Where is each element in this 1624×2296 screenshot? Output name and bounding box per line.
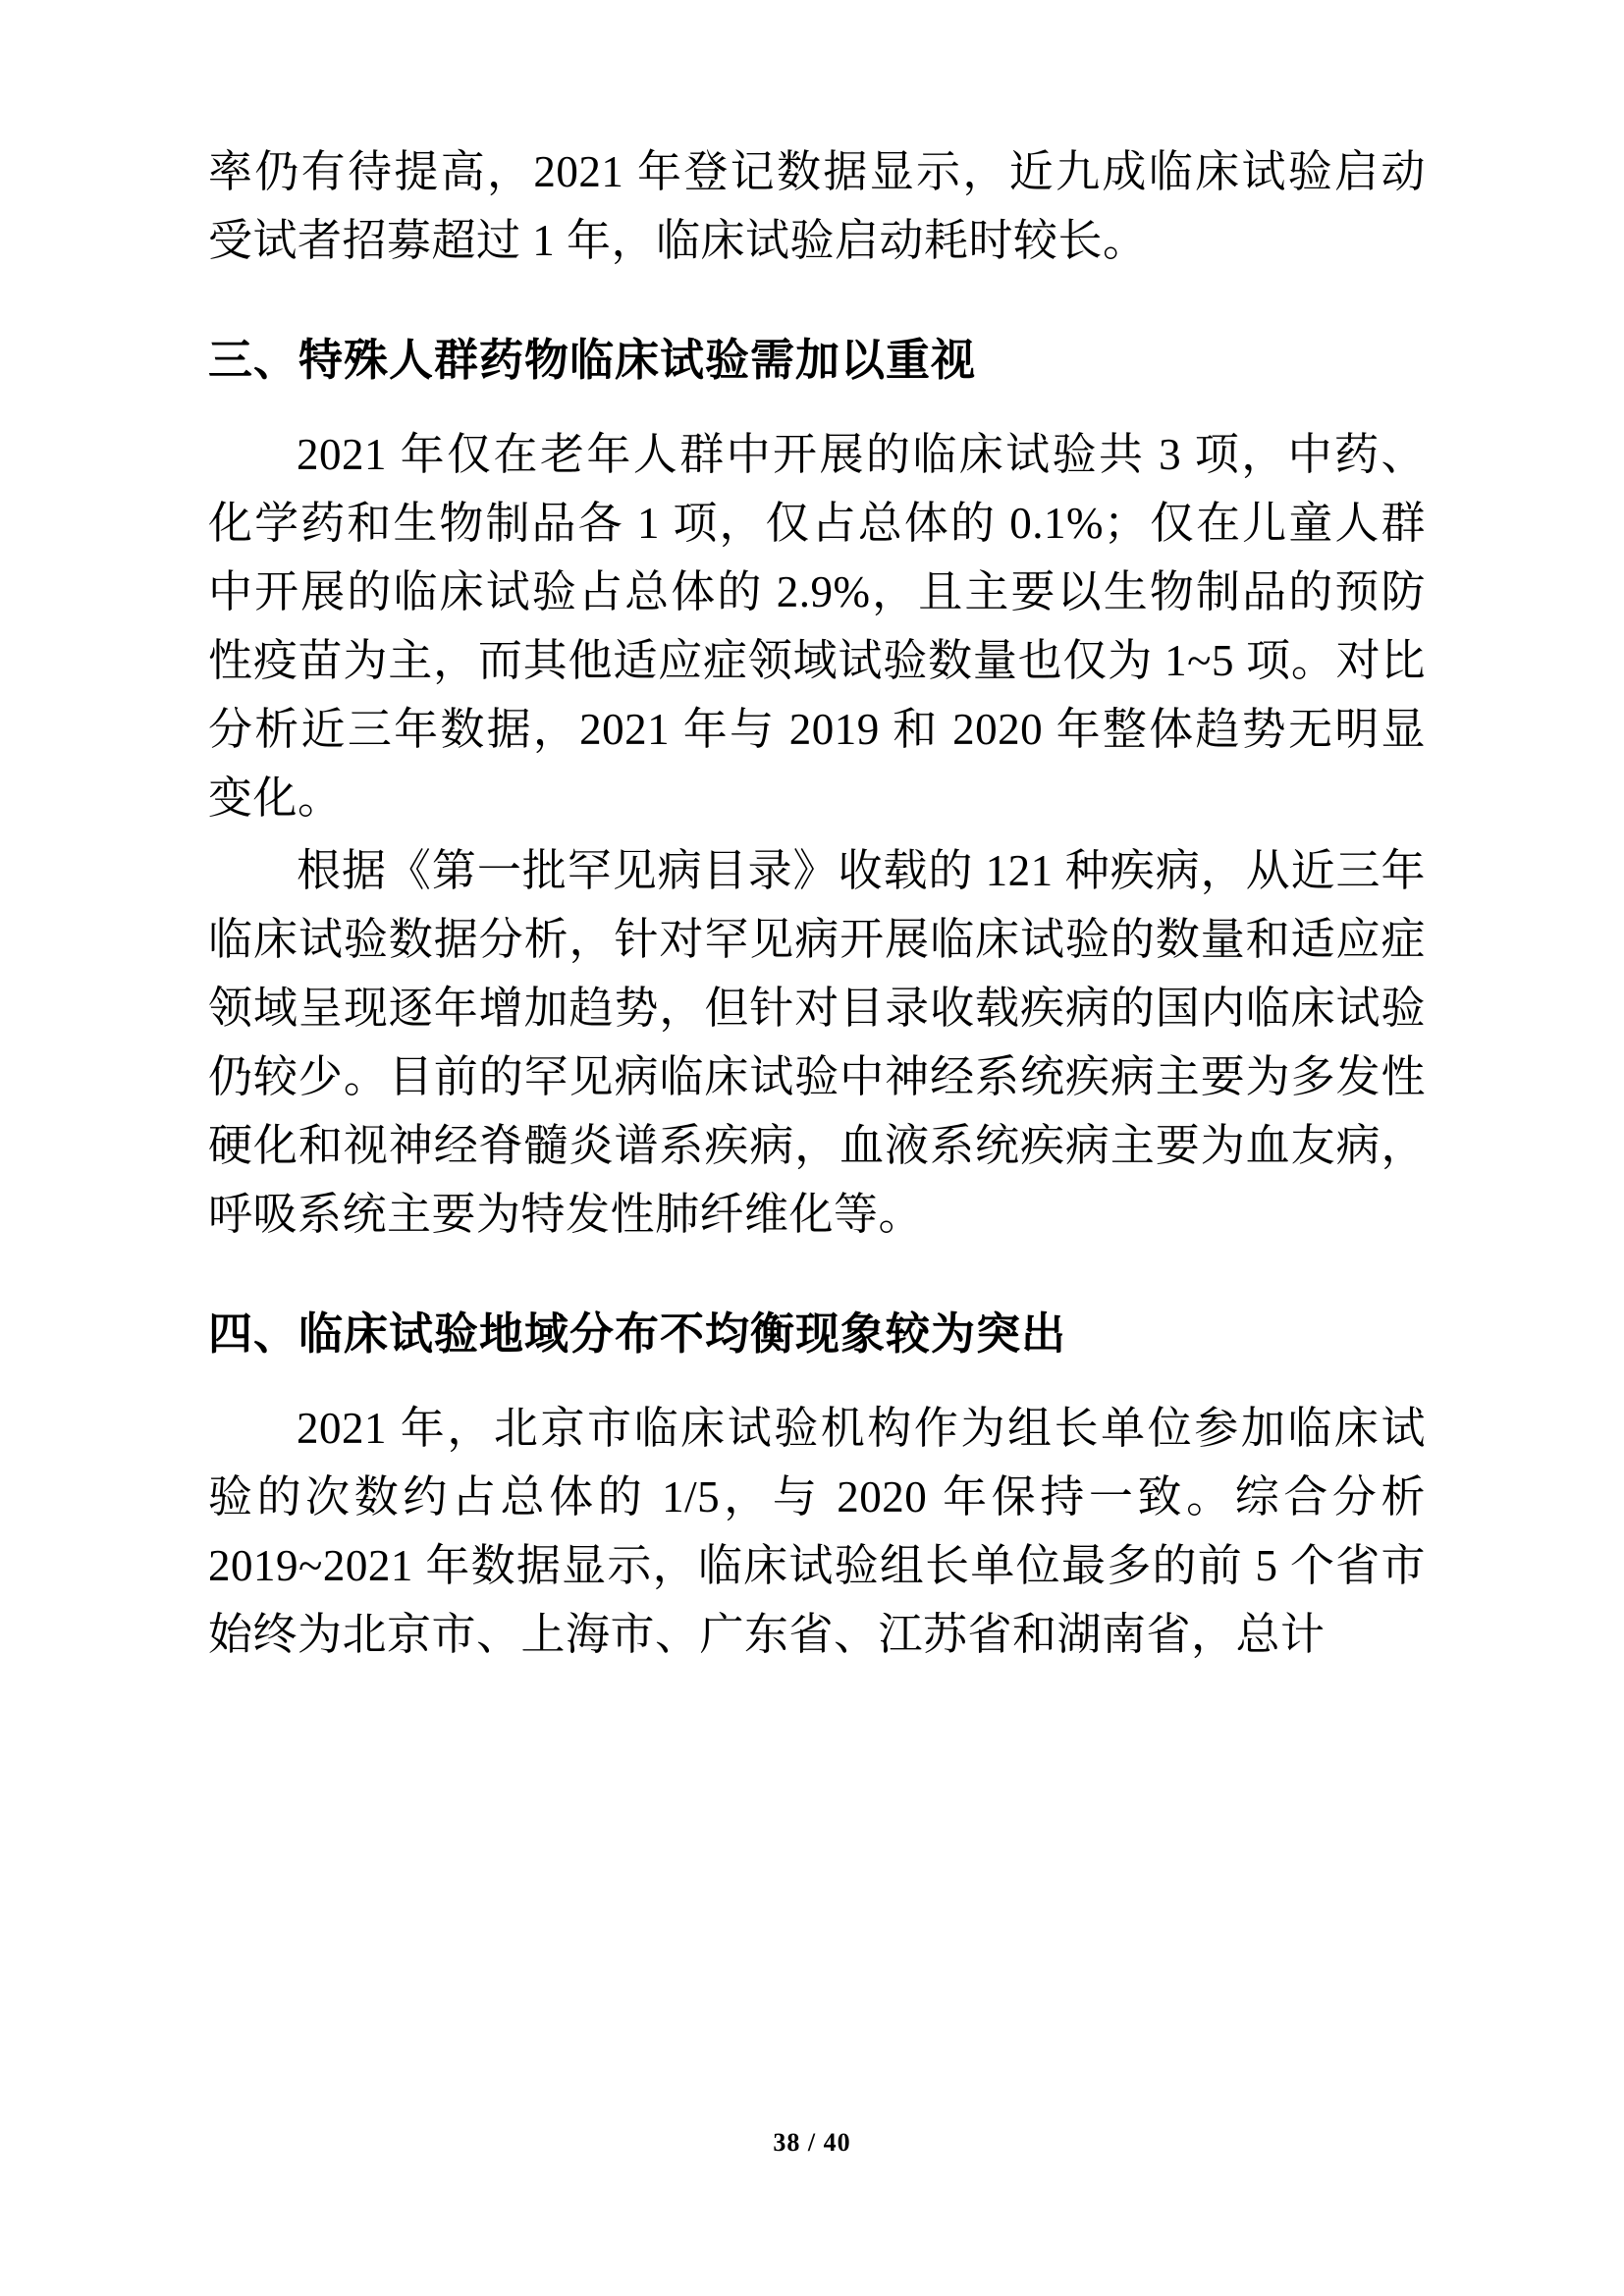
section-heading-three: 三、特殊人群药物临床试验需加以重视 bbox=[208, 335, 977, 385]
spacer bbox=[208, 1253, 1426, 1270]
spacer bbox=[208, 279, 1426, 296]
page-number-footer: 38 / 40 bbox=[773, 2128, 851, 2157]
section-heading-four: 四、临床试验地域分布不均衡现象较为突出 bbox=[208, 1308, 1067, 1359]
paragraph-regional-distribution: 2021 年，北京市临床试验机构作为组长单位参加临床试验的次数约占总体的 1/5，与 2020 年保持一致。综合分析 2019~2021 年数据显示，临床试验组长单位最多的前 5 个省市始终为北京市、上海市、广东省、江苏省和湖南省，总计 bbox=[208, 1404, 1426, 1659]
page-content bbox=[208, 137, 1426, 1673]
paragraph-continuation: 率仍有待提高，2021 年登记数据显示，近九成临床试验启动受试者招募超过 1 年，临床试验启动耗时较长。 bbox=[208, 147, 1426, 265]
paragraph-rare-disease: 根据《第一批罕见病目录》收载的 121 种疾病，从近三年临床试验数据分析，针对罕见病开展临床试验的数量和适应症领域呈现逐年增加趋势，但针对目录收载疾病的国内临床试验仍较少。目前的罕见病临床试验中神经系统疾病主要为多发性硬化和视神经脊髓炎谱系疾病，血液系统疾病主要为血友病，呼吸系统主要为特发性肺纤维化等。 bbox=[208, 846, 1426, 1239]
paragraph-special-populations: 2021 年仅在老年人群中开展的临床试验共 3 项，中药、化学药和生物制品各 1 项，仅占总体的 0.1%；仅在儿童人群中开展的临床试验占总体的 2.9%，且主要以生物制品的预防性疫苗为主，而其他适应症领域试验数量也仅为 1~5 项。对比分析近三年数据，2021 年与 2019 和 2020 年整体趋势无明显变化。 bbox=[208, 430, 1426, 823]
